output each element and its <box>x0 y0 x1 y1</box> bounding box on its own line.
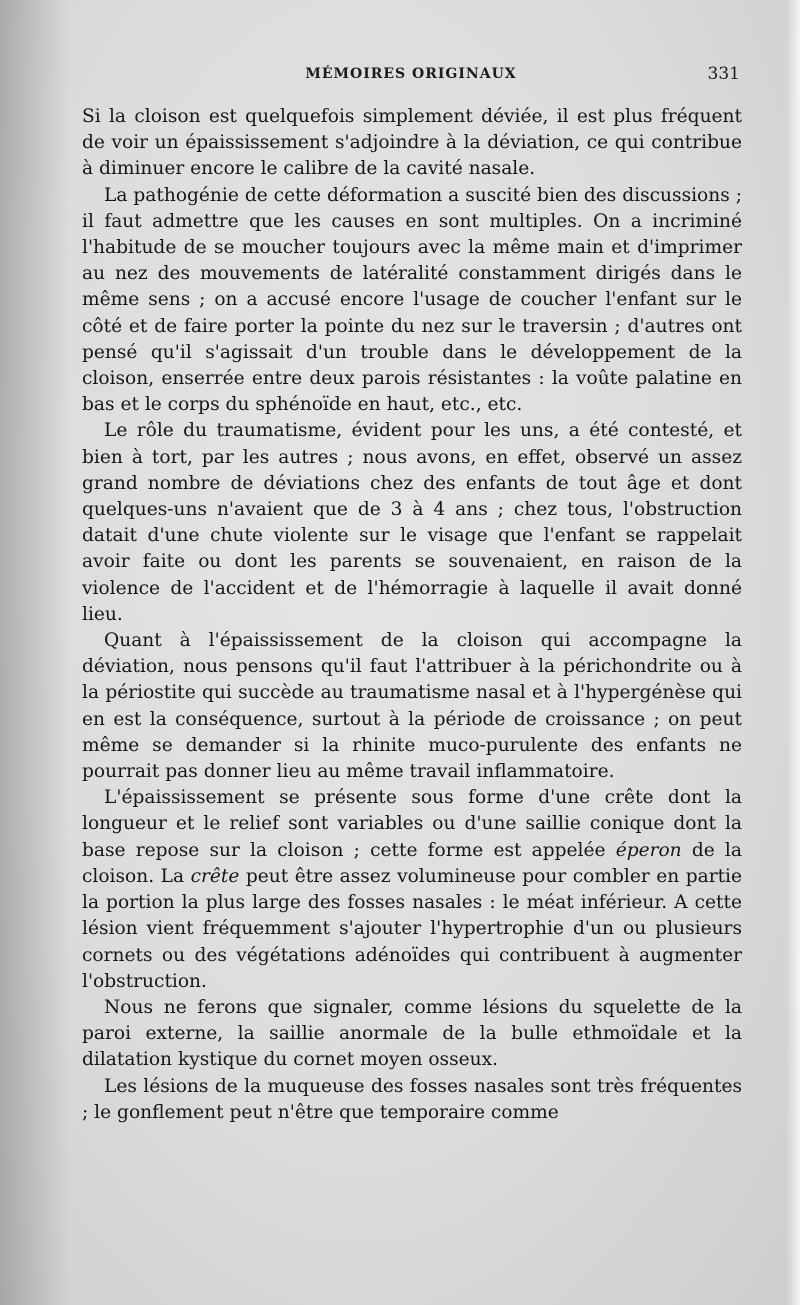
paragraph-7: Les lésions de la muqueuse des fosses nasales sont très fréquentes ; le gonflement peut n'être que temporaire comme <box>82 1075 742 1123</box>
paragraph-6: Nous ne ferons que signaler, comme lésions du squelette de la paroi externe, la saillie anormale de la bulle ethmoïdale et la dilatation kystique du cornet moyen osseux. <box>82 996 742 1071</box>
term-eperon: éperon <box>615 839 682 861</box>
paragraph-5 <box>82 785 742 995</box>
paragraph-1: Si la cloison est quelquefois simplement déviée, il est plus fréquent de voir un épaississement s'adjoindre à la déviation, ce qui contribue à diminuer encore le calibre de la cavité nasale. <box>82 106 742 180</box>
paragraph-2: La pathogénie de cette déformation a suscité bien des discussions ; il faut admettre que les causes en sont multiples. On a incriminé l'habitude de se moucher toujours avec la même main et d'imprimer au nez des mouvements de latéralité constamment dirigés dans le même sens ; on a accusé encore l'usage de coucher l'enfant sur le côté et de faire porter la pointe du nez sur le traversin ; d'autres ont pensé qu'il s'agissait d'un trouble dans le développement de la cloison, enserrée entre deux parois résistantes : la voûte palatine en bas et le corps du sphénoïde en haut, etc., etc. <box>82 184 742 416</box>
term-crete: crête <box>190 865 240 887</box>
running-head: MÉMOIRES ORIGINAUX <box>305 66 517 82</box>
paragraph-5-part-3: peut être assez volumineuse pour combler en partie la portion la plus large des fosses nasales : le méat inférieur. A cette lésion vient fréquemment s'ajouter l'hypertrophie d'un ou plusieurs cornets ou des végétations adénoïdes qui contribuent à augmenter l'obstruction. <box>82 865 743 992</box>
binding-shadow <box>0 0 70 1305</box>
page-header <box>82 62 740 88</box>
paragraph-3: Le rôle du traumatisme, évident pour les uns, a été contesté, et bien à tort, par les autres ; nous avons, en effet, observé un assez grand nombre de déviations chez des enfants de tout âge et dont quelques-uns n'avaient que de 3 à 4 ans ; chez tous, l'obstruction datait d'une chute violente sur le visage que l'enfant se rappelait avoir faite ou dont les parents se souvenaient, en raison de la violence de l'accident et de l'hémorragie à laquelle il avait donné lieu. <box>82 420 742 625</box>
text-body <box>82 104 742 1126</box>
paragraph-5-part-2: de la cloison. La <box>82 839 742 887</box>
paragraph-5-part-1: L'épaississement se présente sous forme d'une crête dont la longueur et le relief sont variables ou d'une saillie conique dont la base repose sur la cloison ; cette forme est appelée <box>82 787 742 861</box>
page-edge <box>786 0 800 1305</box>
page-number: 331 <box>707 64 740 84</box>
paragraph-4: Quant à l'épaississement de la cloison qui accompagne la déviation, nous pensons qu'il faut l'attribuer à la périchondrite ou à la périostite qui succède au traumatisme nasal et à l'hypergénèse qui en est la conséquence, surtout à la période de croissance ; on peut même se demander si la rhinite muco-purulente des enfants ne pourrait pas donner lieu au même travail inflammatoire. <box>82 630 742 783</box>
